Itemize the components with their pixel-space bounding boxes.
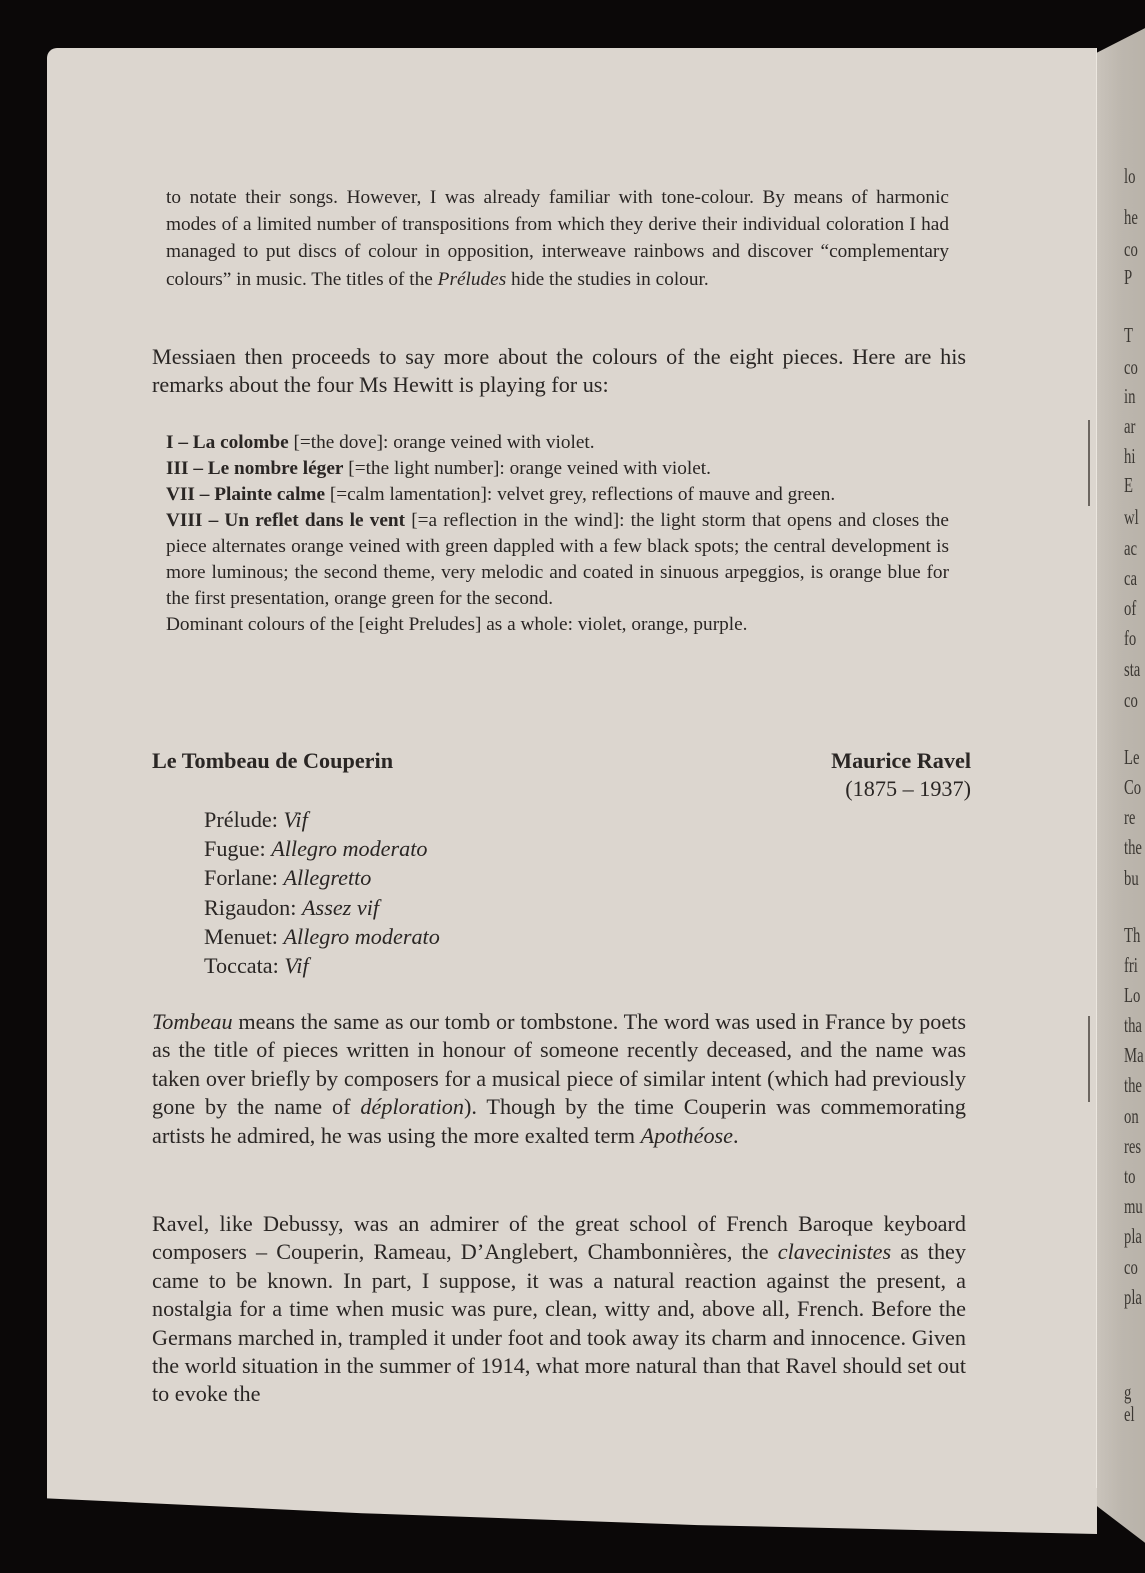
movement-name: Prélude: xyxy=(204,807,284,832)
tombeau-paragraph xyxy=(152,1008,966,1150)
remark-item xyxy=(166,456,949,482)
remark-text: [=the light number]: orange veined with violet. xyxy=(343,458,711,479)
movement-item xyxy=(204,805,440,834)
movement-item xyxy=(204,893,440,922)
remark-item xyxy=(166,430,949,456)
movement-tempo: Vif xyxy=(284,953,309,979)
staple-icon xyxy=(1088,420,1090,506)
composer-name: Maurice Ravel xyxy=(831,748,971,773)
facing-page-fragment: ar xyxy=(1124,414,1136,438)
movement-tempo: Allegro moderato xyxy=(283,923,440,949)
composer-dates: (1875 – 1937) xyxy=(845,776,971,801)
remark-title: VIII – Un reflet dans le vent xyxy=(166,510,406,531)
italic-term: clavecinistes xyxy=(777,1239,892,1265)
facing-page-fragment: of xyxy=(1124,596,1137,620)
italic-term: déploration xyxy=(360,1094,464,1120)
facing-page-fragment: pla xyxy=(1124,1285,1142,1309)
facing-page-fragment: ca xyxy=(1124,566,1138,590)
movement-item xyxy=(204,863,440,892)
page-spine xyxy=(1096,48,1097,1488)
facing-page-fragment: Le xyxy=(1124,745,1140,769)
italic-term: Apothéose xyxy=(640,1122,734,1148)
ravel-paragraph xyxy=(152,1210,966,1409)
remark-text: [=the dove]: orange veined with violet. xyxy=(288,432,595,453)
prelude-remarks xyxy=(166,430,949,638)
facing-page-fragment: Lo xyxy=(1124,983,1141,1007)
movement-list xyxy=(204,805,440,980)
movement-item xyxy=(204,951,440,980)
facing-page-fragment: Th xyxy=(1124,923,1141,947)
facing-page-fragment: on xyxy=(1124,1104,1139,1128)
facing-page-fragment: pla xyxy=(1124,1224,1142,1248)
intro-paragraph: Messiaen then proceeds to say more about the colours of the eight pieces. Here are his remarks about the four Ms Hewitt is playing for us: xyxy=(152,344,966,398)
facing-page-fragment: P xyxy=(1124,265,1133,289)
facing-page-fragment: hi xyxy=(1124,444,1136,468)
facing-page-fragment: fri xyxy=(1124,953,1138,977)
paragraph-text: . xyxy=(733,1122,739,1148)
remark-text: [=a reflection in the wind]: the light storm that opens and closes the piece alternates orange veined with green dappled with a few black spots; the central development is more luminous; the second theme, very melodic and coated in sinuous arpeggios, is orange blue for the first presentation, orange green for the second. xyxy=(166,510,949,609)
movement-tempo: Allegro moderato xyxy=(271,836,428,862)
facing-page-fragment: the xyxy=(1124,835,1142,859)
facing-page-fragment: Co xyxy=(1124,775,1142,799)
facing-page-fragment: wl xyxy=(1124,505,1139,529)
movement-name: Toccata: xyxy=(204,953,285,979)
facing-page-fragment: el xyxy=(1124,1402,1135,1426)
facing-page-fragment: bu xyxy=(1124,866,1139,890)
facing-page-fragment: mu xyxy=(1124,1194,1143,1218)
movement-tempo: Allegretto xyxy=(283,865,372,891)
italic-term: Tombeau xyxy=(152,1009,233,1034)
facing-page-fragment: co xyxy=(1124,688,1138,712)
quote-text-end: hide the studies in colour. xyxy=(506,268,709,290)
facing-page-fragment: lo xyxy=(1124,164,1136,188)
facing-page-fragment: tha xyxy=(1124,1013,1142,1037)
movement-tempo: Vif xyxy=(283,807,308,832)
messiaen-quote xyxy=(166,184,949,293)
facing-page-fragment: T xyxy=(1124,323,1133,347)
remark-text: [=calm lamentation]: velvet grey, reflections of mauve and green. xyxy=(325,484,836,505)
movement-name: Rigaudon: xyxy=(204,894,302,920)
facing-page-fragment: ac xyxy=(1124,536,1138,560)
quote-text: to notate their songs. However, I was already familiar with tone-colour. By means of harmonic modes of a limited number of transpositions from which they derive their individual coloration I had managed to put discs of colour in opposition, interweave rainbows and discover “complementary colours” in music. The titles of the xyxy=(166,187,949,290)
staple-icon xyxy=(1088,1016,1090,1102)
movement-item xyxy=(204,922,440,951)
remark-title: VII – Plainte calme xyxy=(166,484,326,505)
movement-name: Menuet: xyxy=(204,923,284,949)
paragraph-text: ). Though by the time Couperin was commemorating artists he admired, he was using the more exalted term xyxy=(152,1094,966,1148)
paragraph-text: as they came to be known. In part, I suppose, it was a natural reaction against the present, a nostalgia for a time when music was pure, clean, witty and, above all, French. Before the Germans marched in, trampled it under foot and took away its charm and innocence. Given the world situation in the summer of 1914, what more natural than that Ravel should set out to evoke the xyxy=(152,1239,967,1407)
facing-page-fragment: sta xyxy=(1124,657,1141,681)
facing-page-fragment: co xyxy=(1124,1255,1138,1279)
facing-page-fragment: Ma xyxy=(1124,1043,1144,1067)
facing-page-fragment: the xyxy=(1124,1073,1142,1097)
facing-page-fragment: re xyxy=(1124,805,1136,829)
movement-tempo: Assez vif xyxy=(302,894,380,920)
work-title: Le Tombeau de Couperin xyxy=(152,748,394,773)
facing-page-fragment: in xyxy=(1124,384,1136,408)
quote-italic: Préludes xyxy=(437,268,507,290)
remark-title: III – Le nombre léger xyxy=(166,458,344,479)
facing-page-fragment: fo xyxy=(1124,626,1137,650)
paragraph-text: Ravel, like Debussy, was an admirer of the great school of French Baroque keyboard composers – Couperin, Rameau, D’Anglebert, Chambonnières, the xyxy=(152,1211,966,1265)
facing-page-fragment: co xyxy=(1124,237,1138,261)
facing-page-fragment: he xyxy=(1124,205,1138,229)
movement-name: Fugue: xyxy=(204,836,272,862)
movement-item xyxy=(204,834,440,863)
facing-page-fragment: res xyxy=(1124,1134,1142,1158)
facing-page-fragment: E xyxy=(1124,473,1133,497)
paragraph-text: means the same as our tomb or tombstone. The word was used in France by poets as the title of pieces written in honour of someone recently deceased, and the name was taken over briefly by composers for a musical piece of similar intent (which had previously gone by the name of xyxy=(152,1009,966,1120)
dominant-colours: Dominant colours of the [eight Preludes] as a whole: violet, orange, purple. xyxy=(166,614,748,635)
remark-title: I – La colombe xyxy=(166,432,289,453)
remark-item xyxy=(166,508,949,612)
movement-name: Forlane: xyxy=(204,865,284,891)
remark-item xyxy=(166,482,949,508)
facing-page-fragment: g xyxy=(1124,1380,1132,1404)
facing-page-fragment: to xyxy=(1124,1164,1136,1188)
facing-page-fragment: co xyxy=(1124,355,1138,379)
